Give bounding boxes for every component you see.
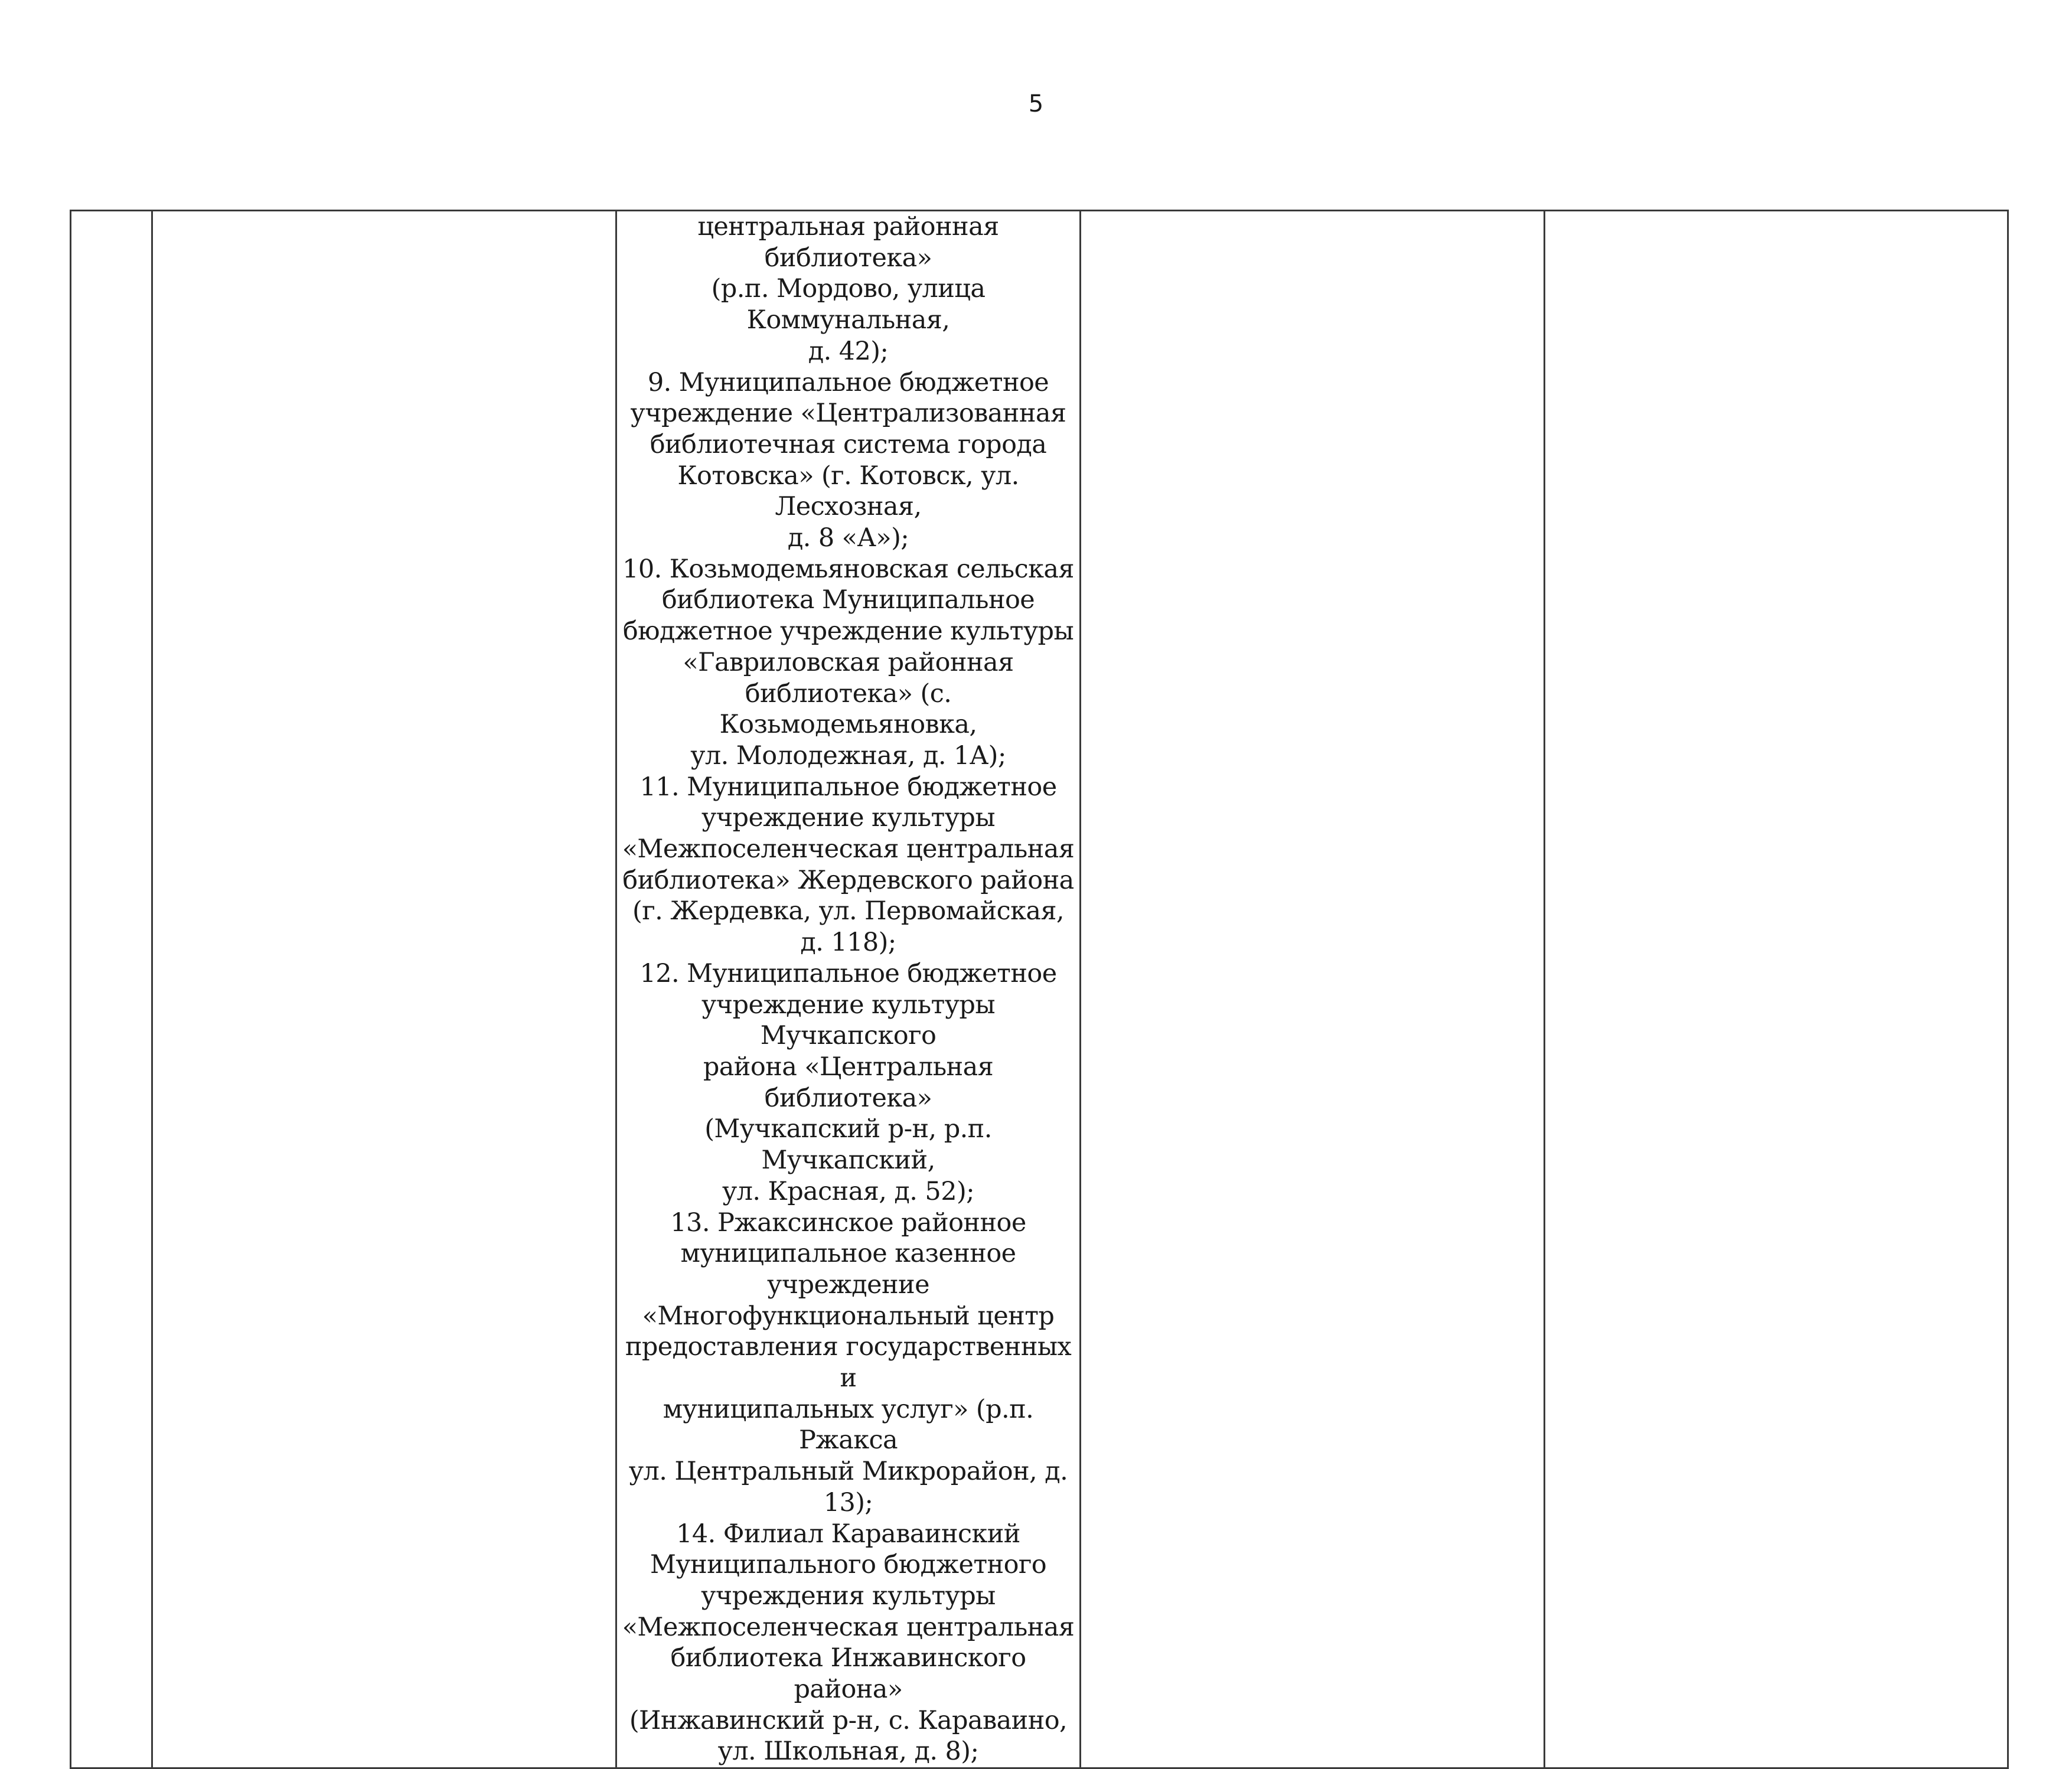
- locations-line: ул. Центральный Микрорайон, д. 13);: [628, 1457, 1068, 1517]
- locations-line: бюджетное учреждение культуры: [622, 616, 1074, 647]
- locations-line: библиотека Инжавинского района»: [670, 1643, 1026, 1705]
- locations-line: «Гавриловская районная: [683, 647, 1014, 677]
- table-cell-locations: [616, 211, 1081, 1768]
- locations-line: «Межпоселенческая центральная: [622, 1612, 1075, 1642]
- locations-line: ул. Молодежная, д. 1А);: [690, 740, 1006, 771]
- locations-list: [617, 211, 1079, 1767]
- locations-line: «Межпоселенческая центральная: [622, 834, 1075, 864]
- locations-line: предоставления государственных и: [625, 1332, 1072, 1393]
- locations-line: учреждение культуры: [701, 803, 995, 833]
- locations-line: муниципальных услуг» (р.п. Ржакса: [663, 1394, 1034, 1455]
- table-row: [71, 211, 2008, 1768]
- document-table: [70, 210, 2009, 1769]
- locations-line: учреждения культуры: [701, 1581, 996, 1611]
- locations-line: библиотека» (с. Козьмодемьяновка,: [719, 678, 977, 740]
- locations-line: 14. Филиал Караваинский: [676, 1519, 1020, 1549]
- locations-line: ул. Школьная, д. 8);: [717, 1737, 979, 1767]
- locations-line: 12. Муниципальное бюджетное: [639, 958, 1057, 988]
- locations-line: 13. Ржаксинское районное: [670, 1207, 1026, 1238]
- locations-line: д. 8 «А»);: [787, 523, 909, 553]
- locations-line: ул. Красная, д. 52);: [722, 1176, 975, 1206]
- locations-line: д. 42);: [808, 336, 889, 366]
- locations-line: учреждение культуры Мучкапского: [701, 990, 995, 1051]
- locations-line: 11. Муниципальное бюджетное: [639, 772, 1057, 802]
- locations-line: 9. Муниципальное бюджетное: [647, 367, 1049, 397]
- locations-line: района «Центральная библиотека»: [703, 1052, 994, 1113]
- locations-line: (Мучкапский р-н, р.п. Мучкапский,: [704, 1114, 992, 1176]
- table-cell-number: [71, 211, 152, 1768]
- locations-line: 10. Козьмодемьяновская сельская: [622, 554, 1074, 584]
- locations-line: центральная районная библиотека»: [697, 212, 999, 273]
- page-number: 5: [1028, 90, 1044, 118]
- locations-line: Котовска» (г. Котовск, ул. Лесхозная,: [677, 461, 1019, 522]
- locations-line: муниципальное казенное учреждение: [680, 1239, 1016, 1300]
- table-cell-name: [152, 211, 616, 1768]
- locations-line: «Многофункциональный центр: [642, 1301, 1055, 1331]
- locations-line: учреждение «Централизованная: [630, 399, 1066, 429]
- locations-line: (г. Жердевка, ул. Первомайская,: [632, 896, 1064, 926]
- locations-line: библиотечная система города: [650, 429, 1047, 459]
- locations-line: (Инжавинский р-н, с. Караваино,: [629, 1705, 1068, 1735]
- locations-line: Муниципального бюджетного: [650, 1550, 1047, 1580]
- locations-line: библиотека» Жердевского района: [622, 865, 1074, 895]
- table-cell-col5: [1545, 211, 2008, 1768]
- locations-line: д. 118);: [800, 928, 896, 958]
- locations-line: библиотека Муниципальное: [661, 585, 1035, 615]
- locations-line: (р.п. Мордово, улица Коммунальная,: [711, 274, 986, 335]
- table-cell-col4: [1081, 211, 1545, 1768]
